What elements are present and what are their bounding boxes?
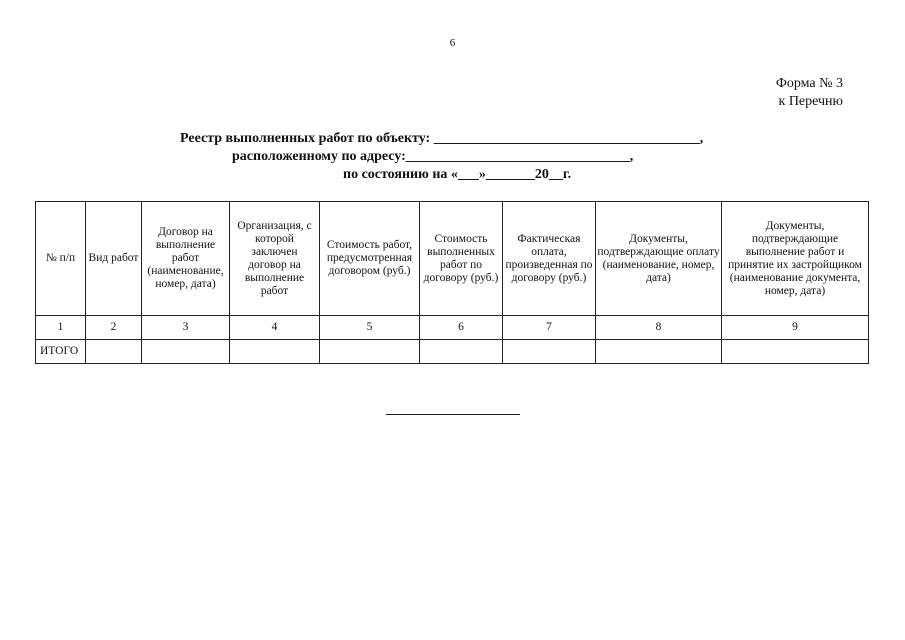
page-number: 6 [449,37,456,49]
form-number: Форма № 3 [775,76,843,91]
form-label [776,75,843,111]
column-number-cell: 1 [36,316,86,340]
empty-cell [722,340,869,364]
column-number-cell: 9 [722,316,869,340]
total-label: ИТОГО [36,340,86,364]
column-number-cell: 5 [320,316,420,340]
header-cell: Вид работ [86,202,142,316]
empty-cell [230,340,320,364]
header-cell: Организация, с которой заключен договор на выполнение работ [230,202,320,316]
column-number-cell: 7 [503,316,596,340]
table-header-row [36,202,869,316]
registry-table [35,201,869,364]
total-row [36,340,869,364]
empty-cell [142,340,230,364]
header-cell: Стоимость работ, предусмотренная договором (руб.) [320,202,420,316]
empty-cell [86,340,142,364]
column-number-cell: 6 [420,316,503,340]
footer-divider [386,414,520,415]
title-date-line: по состоянию на «___»_______20__г. [343,167,572,182]
header-cell: Фактическая оплата, произведенная по договору (руб.) [503,202,596,316]
column-number-cell: 8 [596,316,722,340]
column-number-cell: 4 [230,316,320,340]
empty-cell [420,340,503,364]
empty-cell [320,340,420,364]
form-reference: к Перечню [778,94,843,109]
title-object-line: Реестр выполненных работ по объекту: ______________________________________, [180,131,704,146]
header-cell: Документы, подтверждающие выполнение работ и принятие их застройщиком (наименование документа, номер, дата) [722,202,869,316]
column-number-cell: 3 [142,316,230,340]
header-cell: Стоимость выполненных работ по договору (руб.) [420,202,503,316]
title-address-line: расположенному по адресу:________________________________, [232,149,634,164]
empty-cell [503,340,596,364]
header-cell: Договор на выполнение работ (наименование, номер, дата) [142,202,230,316]
column-number-row [36,316,869,340]
header-cell: № п/п [36,202,86,316]
header-cell: Документы, подтверждающие оплату (наименование, номер, дата) [596,202,722,316]
empty-cell [596,340,722,364]
column-number-cell: 2 [86,316,142,340]
